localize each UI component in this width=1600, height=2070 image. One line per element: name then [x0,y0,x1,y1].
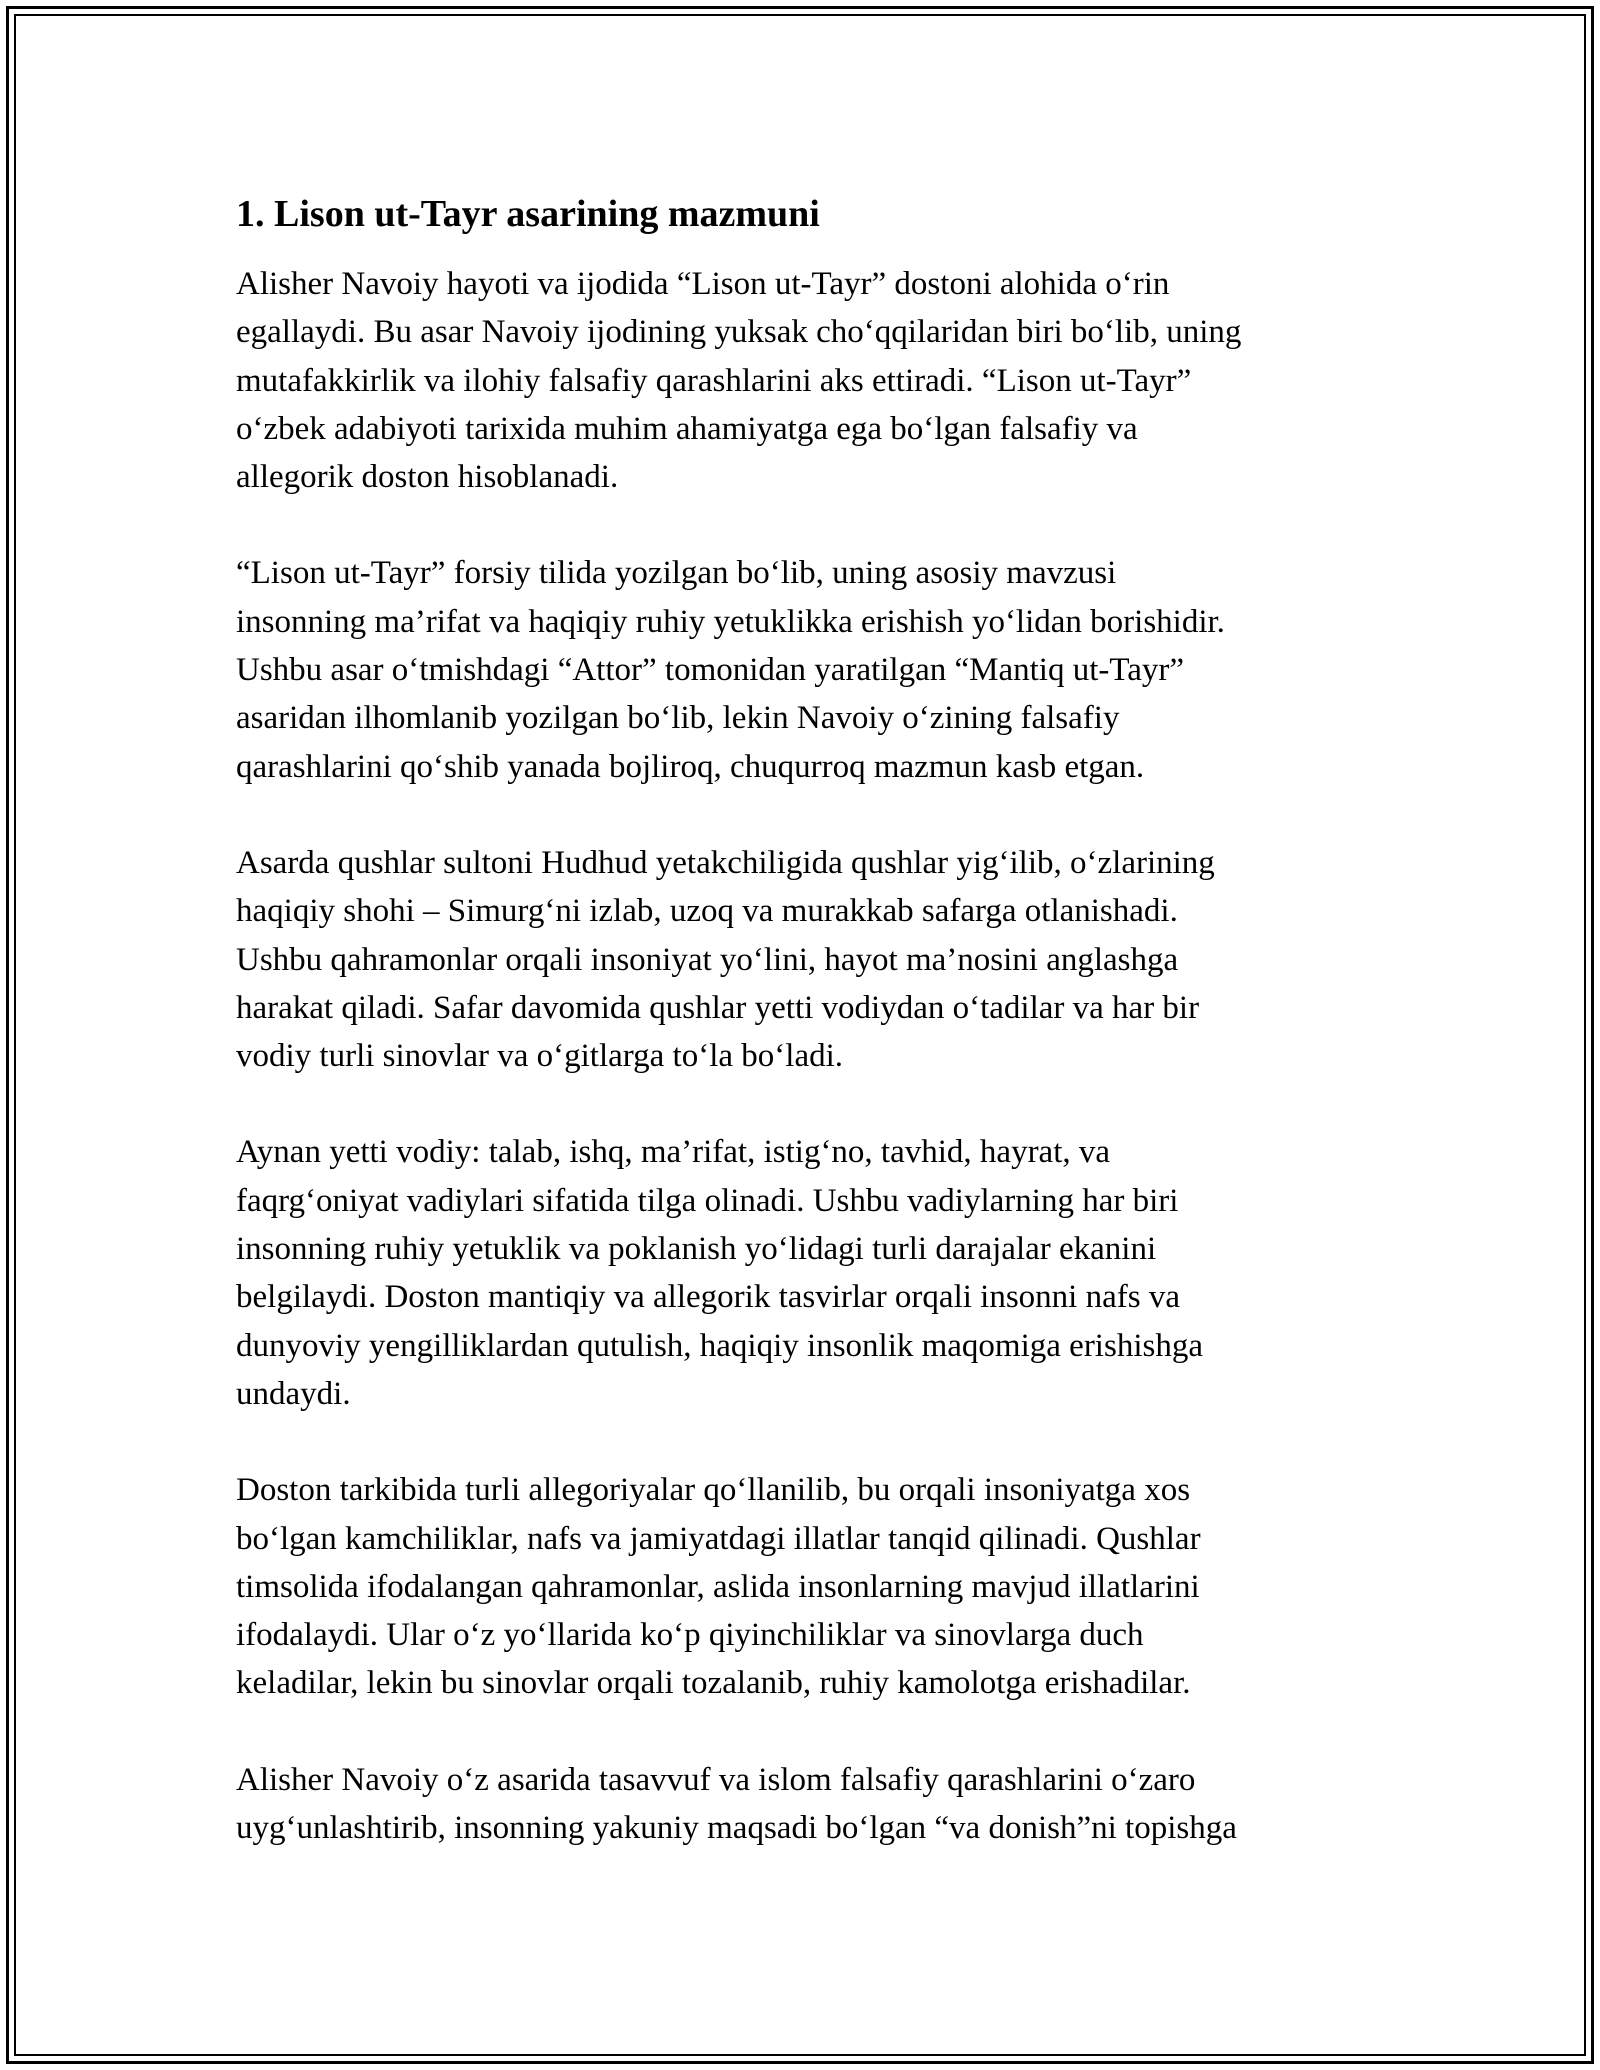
text-line: insonning ruhiy yetuklik va poklanish yo‘lidagi turli darajalar ekanini [236,1231,1157,1268]
text-line: Ushbu qahramonlar orqali insoniyat yo‘lini, hayot ma’nosini anglashga [236,941,1179,978]
text-line: “Lison ut-Tayr” forsiy tilida yozilgan bo‘lib, uning asosiy mavzusi [236,555,1117,592]
text-line: mutafakkirlik va ilohiy falsafiy qarashlarini aks ettiradi. “Lison ut-Tayr” [236,362,1192,399]
paragraph [236,1756,1366,1853]
paragraph [236,839,1366,1080]
text-line: ifodalaydi. Ular o‘z yo‘llarida ko‘p qiyinchiliklar va sinovlarga duch [236,1617,1144,1654]
text-line: dunyoviy yengilliklardan qutulish, haqiqiy insonlik maqomiga erishishga [236,1327,1203,1364]
text-line: Aynan yetti vodiy: talab, ishq, ma’rifat, istig‘no, tavhid, hayrat, va [236,1134,1111,1171]
text-line: uyg‘unlashtirib, insonning yakuniy maqsadi bo‘lgan “va donish”ni topishga [236,1810,1237,1847]
text-line: vodiy turli sinovlar va o‘gitlarga to‘la bo‘ladi. [236,1038,844,1075]
paragraph [236,1128,1366,1418]
text-line: haqiqiy shohi – Simurg‘ni izlab, uzoq va murakkab safarga otlanishadi. [236,893,1178,930]
text-line: faqrg‘oniyat vadiylari sifatida tilga olinadi. Ushbu vadiylarning har biri [236,1182,1179,1219]
text-line: harakat qiladi. Safar davomida qushlar yetti vodiydan o‘tadilar va har bir [236,989,1200,1026]
text-line: belgilaydi. Doston mantiqiy va allegorik tasvirlar orqali insonni nafs va [236,1279,1180,1316]
section-heading: 1. Lison ut-Tayr asarining mazmuni [236,193,820,235]
text-line: o‘zbek adabiyoti tarixida muhim ahamiyatga ega bo‘lgan falsafiy va [236,410,1138,447]
text-line: undaydi. [236,1375,351,1412]
paragraph [236,260,1366,501]
text-line: keladilar, lekin bu sinovlar orqali tozalanib, ruhiy kamolotga erishadilar. [236,1665,1191,1702]
text-line: Alisher Navoiy o‘z asarida tasavvuf va islom falsafiy qarashlarini o‘zaro [236,1761,1196,1798]
paragraph [236,549,1366,790]
document-body [236,188,1366,1900]
text-line: insonning ma’rifat va haqiqiy ruhiy yetuklikka erishish yo‘lidan borishidir. [236,603,1225,640]
text-line: Asarda qushlar sultoni Hudhud yetakchiligida qushlar yig‘ilib, o‘zlarining [236,844,1215,881]
text-line: Alisher Navoiy hayoti va ijodida “Lison ut-Tayr” dostoni alohida o‘rin [236,266,1170,302]
text-line: asaridan ilhomlanib yozilgan bo‘lib, lekin Navoiy o‘zining falsafiy [236,700,1120,737]
paragraph [236,1466,1366,1707]
text-line: bo‘lgan kamchiliklar, nafs va jamiyatdagi illatlar tanqid qilinadi. Qushlar [236,1520,1201,1557]
text-line: qarashlarini qo‘shib yanada bojliroq, chuqurroq mazmun kasb etgan. [236,748,1145,785]
text-line: Doston tarkibida turli allegoriyalar qo‘llanilib, bu orqali insoniyatga xos [236,1472,1191,1509]
text-line: egallaydi. Bu asar Navoiy ijodining yuksak cho‘qqilaridan biri bo‘lib, uning [236,314,1242,351]
text-line: Ushbu asar o‘tmishdagi “Attor” tomonidan yaratilgan “Mantiq ut-Tayr” [236,652,1185,689]
text-line: allegorik doston hisoblanadi. [236,459,619,496]
text-line: timsolida ifodalangan qahramonlar, aslida insonlarning mavjud illatlarini [236,1568,1200,1605]
